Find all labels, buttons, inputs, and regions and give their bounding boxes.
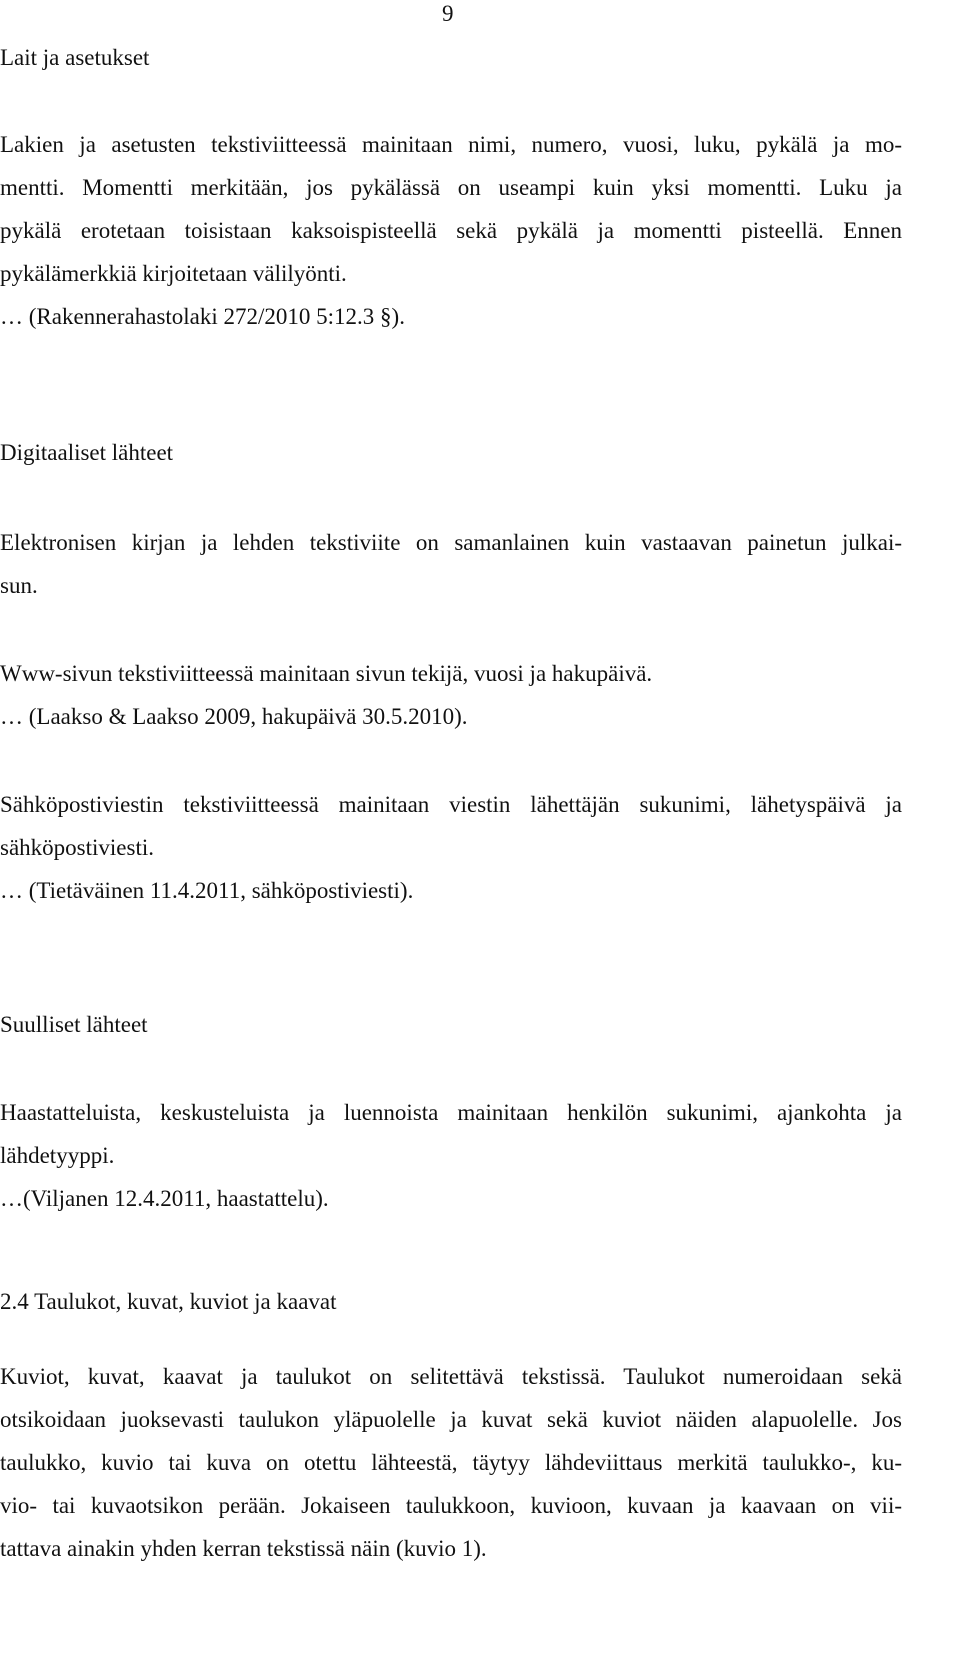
paragraph-line: sähköpostiviesti. (0, 835, 154, 860)
paragraph-line: Elektronisen kirjan ja lehden tekstiviite on samanlainen kuin vastaavan painetun julkai- (0, 530, 902, 555)
paragraph-line: pykälämerkkiä kirjoitetaan välilyönti. (0, 261, 347, 286)
paragraph-line: Kuviot, kuvat, kaavat ja taulukot on selitettävä tekstissä. Taulukot numeroidaan sekä (0, 1364, 902, 1389)
paragraph-line: tattava ainakin yhden kerran tekstissä näin (kuvio 1). (0, 1536, 487, 1561)
paragraph-line: Lakien ja asetusten tekstiviitteessä mainitaan nimi, numero, vuosi, luku, pykälä ja mo- (0, 132, 902, 157)
paragraph-line: lähdetyyppi. (0, 1143, 115, 1168)
paragraph-line: Sähköpostiviestin tekstiviitteessä mainitaan viestin lähettäjän sukunimi, lähetyspäivä ja (0, 792, 902, 817)
section-heading-digital: Digitaaliset lähteet (0, 440, 174, 465)
paragraph-line: pykälä erotetaan toisistaan kaksoispisteellä sekä pykälä ja momentti pisteellä. Ennen (0, 218, 902, 243)
citation-example: … (Laakso & Laakso 2009, hakupäivä 30.5.2010). (0, 704, 468, 729)
paragraph-line: mentti. Momentti merkitään, jos pykälässä on useampi kuin yksi momentti. Luku ja (0, 175, 902, 200)
section-heading-oral: Suulliset lähteet (0, 1012, 148, 1037)
page-number: 9 (442, 1, 454, 26)
citation-example: … (Tietäväinen 11.4.2011, sähköpostiviesti). (0, 878, 414, 903)
paragraph-line: Haastatteluista, keskusteluista ja luennoista mainitaan henkilön sukunimi, ajankohta ja (0, 1100, 902, 1125)
paragraph-line: sun. (0, 573, 38, 598)
citation-example: … (Rakennerahastolaki 272/2010 5:12.3 §). (0, 304, 405, 329)
paragraph-line: vio- tai kuvaotsikon perään. Jokaiseen taulukkoon, kuvioon, kuvaan ja kaavaan on vii- (0, 1493, 902, 1518)
paragraph-line: Www-sivun tekstiviitteessä mainitaan sivun tekijä, vuosi ja hakupäivä. (0, 661, 653, 686)
citation-example: …(Viljanen 12.4.2011, haastattelu). (0, 1186, 329, 1211)
section-heading-tables: 2.4 Taulukot, kuvat, kuviot ja kaavat (0, 1289, 337, 1314)
paragraph-line: otsikoidaan juoksevasti taulukon yläpuolelle ja kuvat sekä kuviot näiden alapuolelle. Jos (0, 1407, 902, 1432)
paragraph-line: taulukko, kuvio tai kuva on otettu lähteestä, täytyy lähdeviittaus merkitä taulukko-, ku- (0, 1450, 902, 1475)
section-heading-laws: Lait ja asetukset (0, 45, 150, 70)
